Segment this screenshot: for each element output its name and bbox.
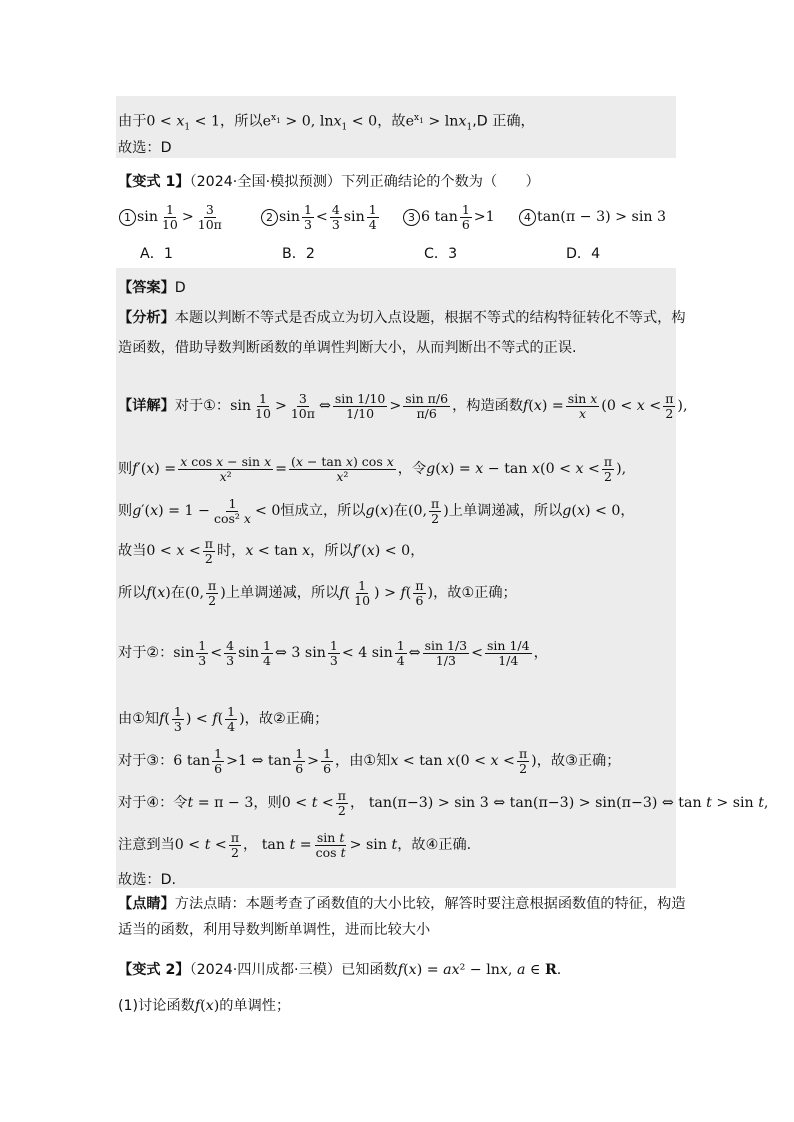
tip-line-2: 适当的函数，利用导数判断单调性，进而比较大小 [118, 922, 431, 938]
option-d: D．4 [566, 246, 601, 262]
option-a: A．1 [140, 246, 173, 262]
answer-line: 【答案】D [118, 280, 186, 296]
detail-line-8: 对于③：6 tan $\frac{1}{6}$ >1 ⇔ tan $\frac{1}{6}$ > $\frac{1}{6}$ ，由①知x < tan x(0 < x < $\frac{\pi}{2}$ )，故③正确； [118, 745, 621, 776]
detail-choice: 故选：D. [118, 872, 176, 888]
option-c: C．3 [424, 246, 458, 262]
statement-2: 2 sin $\frac{1}{3}$ < $\frac{4}{3}$ sin $\frac{1}{4}$ [260, 202, 402, 232]
detail-line-10: 注意到当0 < t < $\frac{\pi}{2}$ ， tan t = $\frac{\text{sin t}}{\text{cos t}}$ > sin t，故④正确. [118, 829, 472, 860]
detail-line-1: 【详解】对于①：sin $\frac{1}{10}$ > $\frac{3}{10\pi}$ ⇔ $\frac{\sin 1/10}{1/10}$ > $\frac{\text{sin π/6}}{\pi/6}$ ，构造函数f(x) = $\frac{\text{sin x}}{x}$ (0 < x < $\frac{\pi}{2}$ ), [118, 390, 688, 421]
analysis-line-2: 造函数，借助导数判断函数的单调性判断大小，从而判断出不等式的正误. [118, 340, 577, 356]
detail-line-9: 对于④：令t = π − 3，则0 < t < $\frac{\pi}{2}$ ， tan(π−3) > sin 3 ⇔ tan(π−3) > sin(π−3) ⇔ tan t > sin t, [118, 787, 769, 818]
detail-line-2: 则f′(x) = $\frac{\text{x cos x − sin x}}{\text{x²}}$ = $\frac{\text{(x − tan x) cos x}}{\text{x²}}$ ，令g(x) = x − tan x(0 < x < $\frac{\pi}{2}$ ), [118, 453, 627, 484]
variant2-part1: (1)讨论函数f(x)的单调性； [118, 998, 291, 1014]
prior-solution-line: 由于$0 < x_1 < 1$，所以$e^{x_1} > 0$, lnx$_1$ < 0，故$e^{x_1} > \ln x_1,D$ 正确， [118, 113, 535, 133]
variant1-options [140, 244, 682, 264]
statement-1: 1 sin $\frac{1}{10}$ > $\frac{3}{10\pi}$ [118, 202, 260, 232]
variant1-statements [118, 202, 682, 232]
option-b: B．2 [282, 246, 315, 262]
analysis-line-1: 【分析】本题以判断不等式是否成立为切入点设题，根据不等式的结构特征转化不等式，构 [118, 310, 686, 326]
detail-line-4: 故当0 < x < $\frac{\pi}{2}$ 时，x < tan x，所以f′(x) < 0， [118, 535, 425, 566]
statement-3: 3 6 tan $\frac{1}{6}$ >1 [402, 202, 518, 232]
tip-line-1: 【点睛】方法点睛：本题考查了函数值的大小比较，解答时要注意根据函数值的特征，构造 [118, 896, 686, 912]
variant2-header: 【变式 2】（2024·四川成都·三模）已知函数f(x) = ax² − lnx, a ∈ R. [118, 962, 562, 978]
detail-line-3: 则g′(x) = 1 − $\frac{1}{\text{cos² x}}$ < 0恒成立，所以g(x)在(0, $\frac{\pi}{2}$ )上单调递减，所以g(x) < 0， [118, 495, 635, 526]
prior-choice: 故选：D [118, 140, 172, 156]
statement-4: 4 tan(π − 3) > sin 3 [518, 209, 666, 225]
detail-line-5: 所以f(x)在(0, $\frac{\pi}{2}$ )上单调递减，所以f( $\frac{1}{10}$ ) > f( $\frac{\pi}{6}$ )，故①正确； [118, 577, 517, 608]
detail-line-6: 对于②：sin $\frac{1}{3}$ < $\frac{4}{3}$ sin $\frac{1}{4}$ ⇔ 3 sin $\frac{1}{3}$ < 4 sin $\frac{1}{4}$ ⇔ $\frac{\sin 1/3}{1/3}$ < $\frac{\sin 1/4}{1/4}$ ， [118, 637, 548, 668]
variant1-header: 【变式 1】（2024·全国·模拟预测）下列正确结论的个数为（ ） [118, 174, 540, 190]
detail-line-7: 由①知f( $\frac{1}{3}$ ) < f( $\frac{1}{4}$ )，故②正确； [118, 703, 329, 734]
